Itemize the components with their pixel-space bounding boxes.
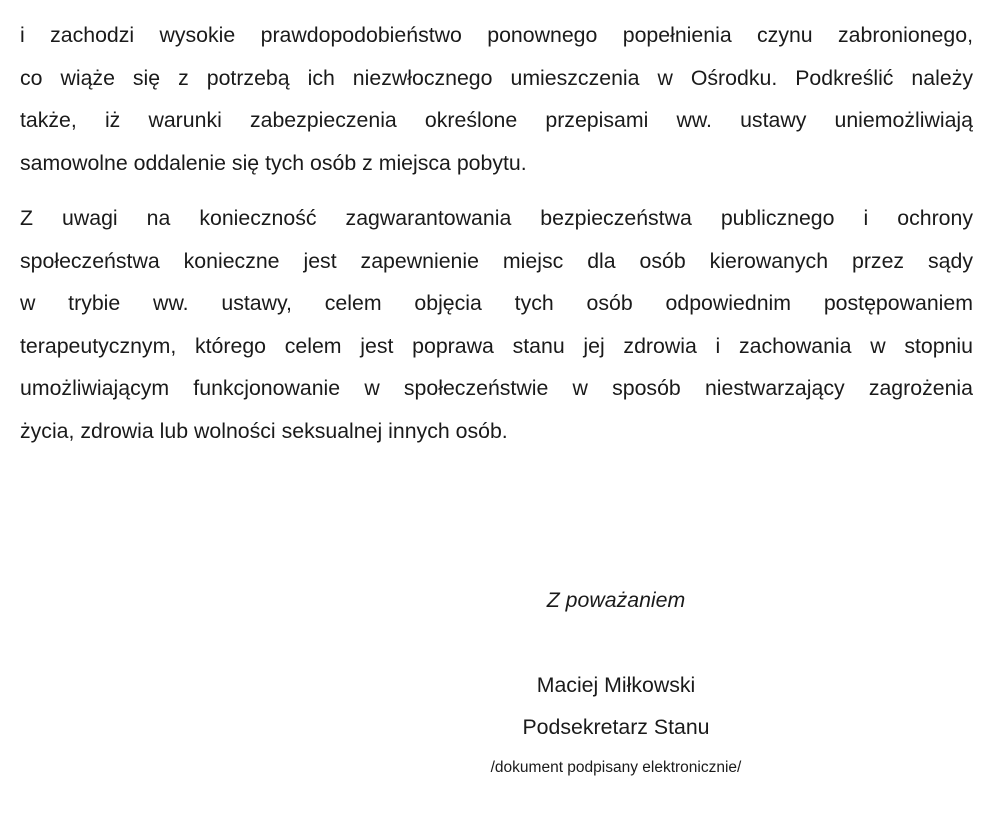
paragraph-line: i zachodzi wysokie prawdopodobieństwo ponownego popełnienia czynu zabronionego, [20,23,973,47]
paragraph-2 [20,197,973,452]
paragraph-line: samowolne oddalenie się tych osób z miejsca pobytu. [20,150,527,175]
electronic-signature-note: /dokument podpisany elektronicznie/ [490,759,742,776]
closing-regards: Z poważaniem [546,588,686,612]
paragraph-line: terapeutycznym, którego celem jest poprawa stanu jej zdrowia i zachowania w stopniu [20,333,973,358]
signer-title: Podsekretarz Stanu [522,715,710,739]
paragraph-line: w trybie ww. ustawy, celem objęcia tych osób odpowiednim postępowaniem [20,291,973,315]
paragraph-line: społeczeństwa konieczne jest zapewnienie miejsc dla osób kierowanych przez sądy [20,248,973,273]
paragraph-line: życia, zdrowia lub wolności seksualnej innych osób. [20,418,508,443]
paragraph-1 [20,14,973,184]
paragraph-line: umożliwiającym funkcjonowanie w społeczeństwie w sposób niestwarzający zagrożenia [20,376,973,400]
paragraph-line: Z uwagi na konieczność zagwarantowania bezpieczeństwa publicznego i ochrony [20,206,973,230]
paragraph-line: co wiąże się z potrzebą ich niezwłocznego umieszczenia w Ośrodku. Podkreślić należy [20,65,973,90]
paragraph-line: także, iż warunki zabezpieczenia określone przepisami ww. ustawy uniemożliwiają [20,108,973,132]
signer-name: Maciej Miłkowski [536,673,696,697]
